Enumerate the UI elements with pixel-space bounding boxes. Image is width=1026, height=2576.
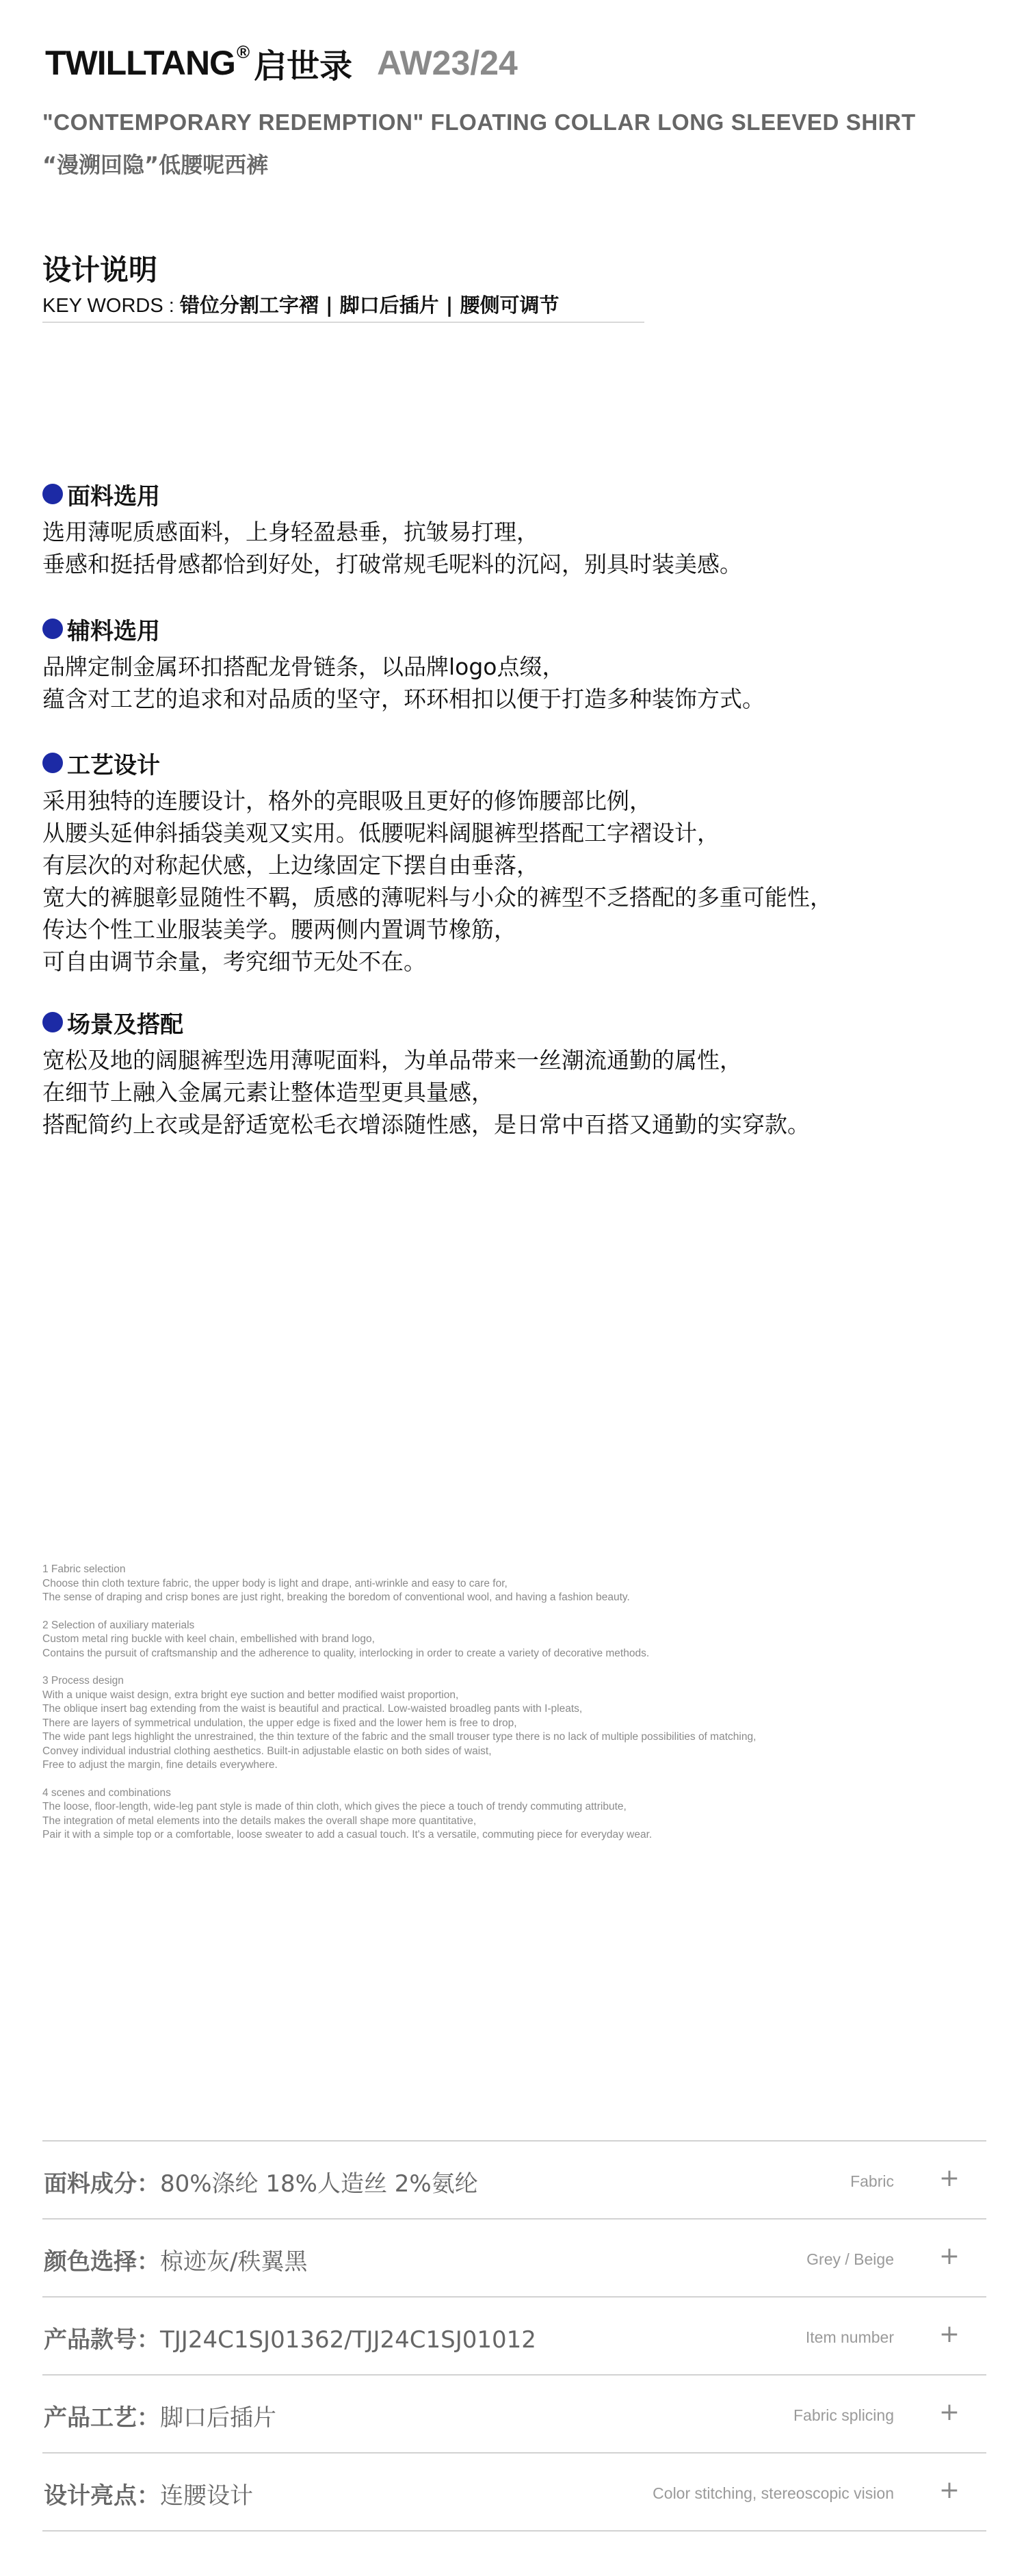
spec-key: 产品款号： [44,2326,160,2354]
product-title-en: "CONTEMPORARY REDEMPTION" FLOATING COLLAR LONG SLEEVED SHIRT [42,109,916,135]
feature-title: 面料选用 [67,482,160,510]
english-note-group [42,1563,986,1605]
english-note-line: Choose thin cloth texture fabric, the upper body is light and drape, anti-wrinkle and easy to care for, [42,1577,508,1589]
english-note-line: Free to adjust the margin, fine details everywhere. [42,1759,278,1771]
brand-logo: TWILLTANG [45,44,235,82]
english-note-line: Custom metal ring buckle with keel chain, embellished with brand logo, [42,1633,375,1645]
bullet-dot-icon [42,619,63,639]
keywords-divider [42,322,644,323]
english-note-group [42,1619,986,1661]
feature-block [42,614,986,715]
spec-key: 设计亮点： [44,2482,160,2510]
english-note-line: The sense of draping and crisp bones are just right, breaking the boredom of conventional wool, and having a fashion beauty. [42,1591,630,1603]
spec-row[interactable] [42,2374,986,2452]
bullet-dot-icon [42,753,63,773]
spec-english-label: Grey / Beige [806,2250,894,2268]
feature-text-line: 宽松及地的阔腿裤型选用薄呢面料，为单品带来一丝潮流通勤的属性， [42,1047,742,1074]
english-note-line: Pair it with a simple top or a comfortable, loose sweater to add a casual touch. It's a versatile, commuting piece for everyday wear. [42,1829,653,1840]
feature-block [42,748,986,978]
english-note-line: The oblique insert bag extending from the waist is beautiful and practical. Low-waisted broadleg pants with I-pleats, [42,1703,583,1715]
plus-icon[interactable]: + [938,2164,960,2192]
english-note-line: 2 Selection of auxiliary materials [42,1619,195,1631]
season-label: AW23/24 [377,44,518,82]
keywords-line [42,290,559,318]
registered-mark: ® [236,41,250,62]
spec-english-label: Fabric splicing [793,2406,894,2424]
spec-value: 连腰设计 [160,2482,253,2510]
feature-heading [42,1007,986,1037]
english-note-line: The integration of metal elements into the details makes the overall shape more quantitative, [42,1814,477,1827]
feature-text-line: 传达个性工业服装美学。腰两侧内置调节橡筋， [42,916,516,943]
keywords-values: 错位分割工字褶 | 脚口后插片 | 腰侧可调节 [179,294,560,317]
spec-key: 颜色选择： [44,2248,160,2276]
english-notes [42,1563,986,1856]
spec-label [44,2399,276,2432]
spec-value: TJJ24C1SJ01362/TJJ24C1SJ01012 [160,2326,536,2354]
spec-label [44,2165,478,2198]
product-title-cn: “漫溯回隐”低腰呢西裤 [42,152,269,178]
bullet-dot-icon [42,1012,63,1032]
spec-row[interactable] [42,2140,986,2218]
feature-text-line: 品牌定制金属环扣搭配龙骨链条，以品牌logo点缀， [42,653,565,680]
english-note-line: 3 Process design [42,1675,124,1687]
feature-heading [42,614,986,644]
spec-row[interactable] [42,2218,986,2296]
keywords-label: KEY WORDS : [42,295,180,317]
feature-text-line: 蕴含对工艺的追求和对品质的坚守，环环相扣以便于打造多种装饰方式。 [42,686,765,712]
plus-icon[interactable]: + [938,2242,960,2270]
feature-text-line: 宽大的裤腿彰显随性不羁，质感的薄呢料与小众的裤型不乏搭配的多重可能性， [42,884,832,911]
spec-key: 产品工艺： [44,2404,160,2432]
spec-value: 脚口后插片 [160,2404,276,2432]
brand-header [45,38,518,88]
plus-icon[interactable]: + [938,2476,960,2504]
english-note-line: There are layers of symmetrical undulation, the upper edge is fixed and the lower hem is free to drop, [42,1717,517,1729]
feature-text-line: 有层次的对称起伏感，上边缘固定下摆自由垂落， [42,852,539,879]
feature-text-line: 可自由调节余量，考究细节无处不在。 [42,948,426,975]
english-note-line: The wide pant legs highlight the unrestrained, the thin texture of the fabric and the small trouser type there is no lack of multiple possibilities of matching, [42,1731,757,1743]
spec-key: 面料成分： [44,2170,160,2198]
feature-block [42,1007,986,1141]
feature-text-line: 从腰头延伸斜插袋美观又实用。低腰呢料阔腿裤型搭配工字褶设计， [42,820,720,846]
spec-english-label: Color stitching, stereoscopic vision [653,2484,894,2502]
spec-row[interactable] [42,2452,986,2532]
spec-label [44,2477,253,2510]
plus-icon[interactable]: + [938,2398,960,2426]
spec-english-label: Fabric [850,2172,894,2190]
feature-heading [42,748,986,778]
feature-text-line: 搭配简约上衣或是舒适宽松毛衣增添随性感，是日常中百搭又通勤的实穿款。 [42,1111,810,1138]
spec-row[interactable] [42,2296,986,2374]
english-note-group [42,1786,986,1843]
feature-title: 场景及搭配 [67,1011,183,1039]
feature-text-line: 在细节上融入金属元素让整体造型更具量感， [42,1079,494,1106]
english-note-line: With a unique waist design, extra bright eye suction and better modified waist proportion, [42,1689,459,1701]
feature-title: 工艺设计 [67,751,160,779]
spec-label [44,2321,536,2354]
english-note-line: The loose, floor-length, wide-leg pant style is made of thin cloth, which gives the piece a touch of trendy commuting attribute, [42,1801,627,1812]
feature-heading [42,479,986,509]
feature-text-line: 垂感和挺括骨感都恰到好处，打破常规毛呢料的沉闷，别具时装美感。 [42,551,742,577]
spec-list [42,2140,986,2532]
feature-title: 辅料选用 [67,617,160,645]
spec-value: 椋迹灰/秩翼黑 [160,2248,308,2276]
english-note-group [42,1674,986,1773]
spec-value: 80%涤纶 18%人造丝 2%氨纶 [160,2170,478,2198]
spec-label [44,2243,307,2276]
english-note-line: 4 scenes and combinations [42,1786,171,1799]
feature-text-line: 采用独特的连腰设计，格外的亮眼吸且更好的修饰腰部比例， [42,788,652,814]
design-heading: 设计说明 [42,253,158,287]
english-note-line: 1 Fabric selection [42,1563,126,1575]
plus-icon[interactable]: + [938,2320,960,2348]
english-note-line: Convey individual industrial clothing aesthetics. Built-in adjustable elastic on both sides of waist, [42,1745,492,1757]
feature-text-line: 选用薄呢质感面料，上身轻盈悬垂，抗皱易打理， [42,519,539,545]
english-note-line: Contains the pursuit of craftsmanship and the adherence to quality, interlocking in order to create a variety of decorative methods. [42,1647,650,1659]
spec-english-label: Item number [805,2328,894,2346]
bullet-dot-icon [42,484,63,504]
feature-block [42,479,986,580]
brand-name-cn: 启世录 [254,47,353,86]
